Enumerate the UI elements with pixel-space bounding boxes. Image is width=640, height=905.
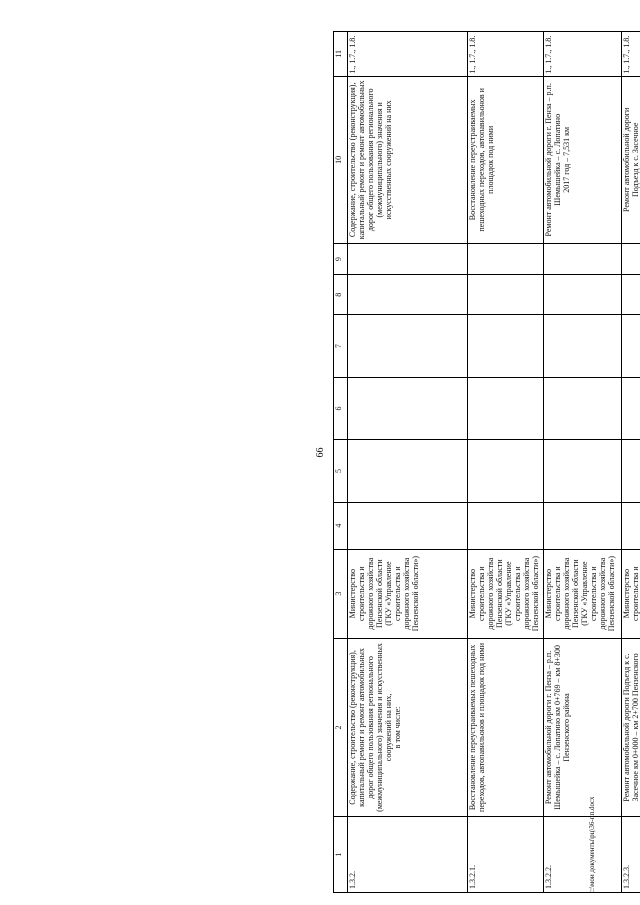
expected-result: Ремонт автомобильной дороги г. Пенза – р.п. Шемышейка – с. Лопатино 2017 год – 7,531 км [544,76,622,243]
total-funding-column [468,440,544,502]
col-header: 9 [334,243,348,274]
col-header: 8 [334,275,348,315]
indicator-ref: 1., 1.7., 1.8. [468,32,544,77]
executor: Министерство строительства и [622,549,640,638]
item-number: 1.3.2.3. [622,817,640,893]
federal-funding-column [348,377,468,439]
executor: Министерство строительства и дорожного хозяйства Пензенской области (ГКУ «Управление строительства и дорожного хозяйства Пензенской области») [348,549,468,638]
indicator-ref: 1., 1.7., 1.8. [544,32,622,77]
expected-result: Ремонт автомобильной дороги Подъезд к с. Засечное [622,76,640,243]
other-funding-column [468,243,544,274]
col-header: 1 [334,817,348,893]
activity-name: Содержание, строительство (реконструкция), капитальный ремонт и ремонт автомобильных дорог общего пользования регионального (межмуниципального) значения и искусственных сооружений на них, в том числе: [348,638,468,816]
activity-name: Ремонт автомобильной дороги г. Пенза – р.п. Шемышейка – с. Лопатино км 0+769 – км 8+300 Пензенского района [544,638,622,816]
col-header: 3 [334,549,348,638]
col-header: 10 [334,76,348,243]
executor: Министерство строительства и дорожного хозяйства Пензенской области (ГКУ «Управление строительства и дорожного хозяйства Пензенской области») [544,549,622,638]
regional-funding-column [622,315,640,377]
table-row [622,32,640,893]
federal-funding-column [468,377,544,439]
table-row [468,32,544,893]
col-header: 5 [334,440,348,502]
col-header: 6 [334,377,348,439]
activity-name: Восстановление переустраиваемых пешеходных переходов, автопавильонов и площадок под ними [468,638,544,816]
funding-year-column [468,502,544,549]
regional-funding-column [468,315,544,377]
federal-funding-column [622,377,640,439]
funding-year-column [544,502,622,549]
expected-result: Восстановление переустраиваемых пешеходных переходов, автопавильонов и площадок под ними [468,76,544,243]
local-funding-column [544,275,622,315]
program-activities-table [333,31,640,893]
regional-funding-column [544,315,622,377]
item-number: 1.3.2.2. [544,817,622,893]
funding-year-column [622,502,640,549]
federal-funding-column [544,377,622,439]
executor: Министерство строительства и дорожного хозяйства Пензенской области (ГКУ «Управление строительства и дорожного хозяйства Пензенской области») [468,549,544,638]
indicator-ref: 1., 1.7., 1.8. [622,32,640,77]
funding-year-column [348,502,468,549]
page-number: 66 [315,447,326,458]
table-row [348,32,468,893]
local-funding-column [622,275,640,315]
col-header: 7 [334,315,348,377]
col-header: 4 [334,502,348,549]
column-number-row [334,32,348,893]
regional-funding-column [348,315,468,377]
local-funding-column [468,275,544,315]
activity-name: Ремонт автомобильной дороги Подъезд к с. Засечное км 0+000 – км 2+700 Пензенского [622,638,640,816]
other-funding-column [348,243,468,274]
other-funding-column [622,243,640,274]
other-funding-column [544,243,622,274]
expected-result: Содержание, строительство (реконструкция), капитальный ремонт и ремонт автомобильных дорог общего пользования регионального (межмуниципального) значения и искусственных сооружений на них [348,76,468,243]
col-header: 11 [334,32,348,77]
col-header: 2 [334,638,348,816]
item-number: 1.3.2. [348,817,468,893]
table-row [544,32,622,893]
local-funding-column [348,275,468,315]
indicator-ref: 1., 1.7., 1.8. [348,32,468,77]
file-path-footer: c:\мои документы\рц\36-пп.docx [588,796,596,893]
item-number: 1.3.2.1. [468,817,544,893]
total-funding-column [622,440,640,502]
total-funding-column [544,440,622,502]
total-funding-column [348,440,468,502]
